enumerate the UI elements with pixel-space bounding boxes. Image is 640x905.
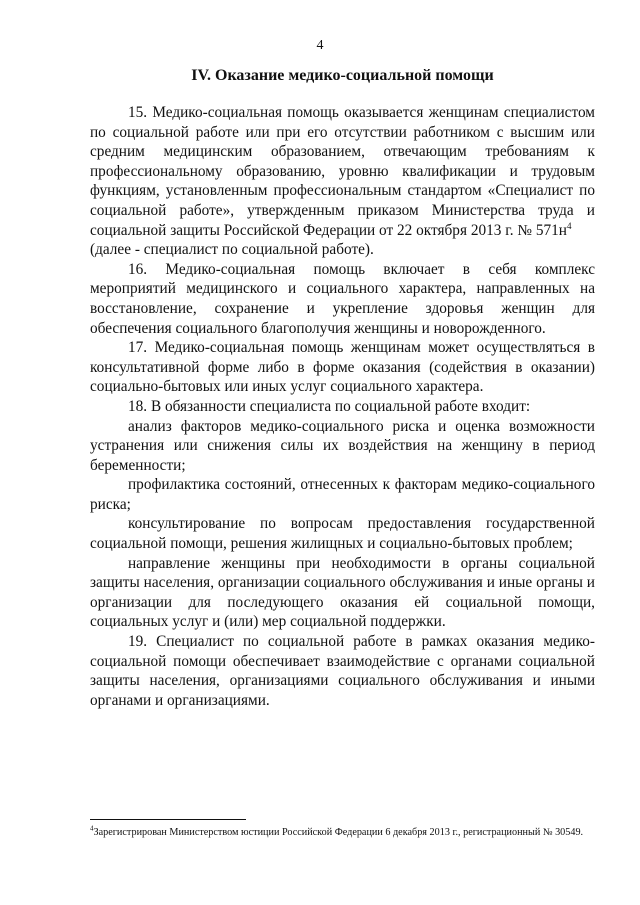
footnote: [90, 826, 595, 840]
paragraph-19: 19. Специалист по социальной работе в рамках оказания медико-социальной помощи обеспечивает взаимодействие с органами социальной защиты населения, организациями социального обслуживания и иными органами и организациями.: [90, 633, 595, 709]
page-number: 4: [316, 38, 324, 53]
footnote-ref: 4: [566, 220, 572, 231]
paragraph-text-continued: (далее - специалист по социальной работе).: [90, 241, 374, 259]
paragraph-16: 16. Медико-социальная помощь включает в себя комплекс мероприятий медицинского и социального характера, направленных на восстановление, сохранение и укрепление здоровья женщин для обеспечения социального благополучия женщины и новорожденного.: [90, 260, 595, 337]
paragraph-17: 17. Медико-социальная помощь женщинам может осуществляться в консультативной форме либо в форме оказания (содействия в оказании) социально-бытовых или иных услуг социального характера.: [90, 339, 595, 396]
document-body: [90, 103, 595, 710]
duty-item: консультирование по вопросам предоставления государственной социальной помощи, решения жилищных и социально-бытовых проблем;: [90, 515, 595, 553]
paragraph-15: [90, 103, 595, 260]
section-heading: IV. Оказание медико-социальной помощи: [191, 67, 494, 84]
footnote-divider: [90, 819, 246, 820]
duty-item: анализ факторов медико-социального риска и оценка возможности устранения или снижения силы их воздействия на женщину в период беременности;: [90, 417, 595, 474]
duty-item: направление женщины при необходимости в органы социальной защиты населения, организации социального обслуживания и иные органы и организации для последующего оказания ей социальной помощи, социальных услуг и (или) мер социальной поддержки.: [90, 554, 595, 631]
paragraph-18: 18. В обязанности специалиста по социальной работе входит:: [128, 397, 531, 415]
duty-item: профилактика состояний, отнесенных к факторам медико-социального риска;: [90, 476, 595, 513]
footnote-marker: 4: [90, 824, 94, 833]
footnote-text: Зарегистрирован Министерством юстиции Российской Федерации 6 декабря 2013 г., регистрационный № 30549.: [93, 827, 584, 838]
paragraph-text: 15. Медико-социальная помощь оказывается женщинам специалистом по социальной работе или при его отсутствии работником с высшим или средним медицинским образованием, отвечающим требованиям к профессиональному образованию, уровню квалификации и трудовым функциям, установленным профессиональным стандартом «Специалист по социальной работе», утвержденным приказом Министерства труда и социальной защиты Российской Федерации от 22 октября 2013 г. № 571н: [90, 104, 595, 239]
